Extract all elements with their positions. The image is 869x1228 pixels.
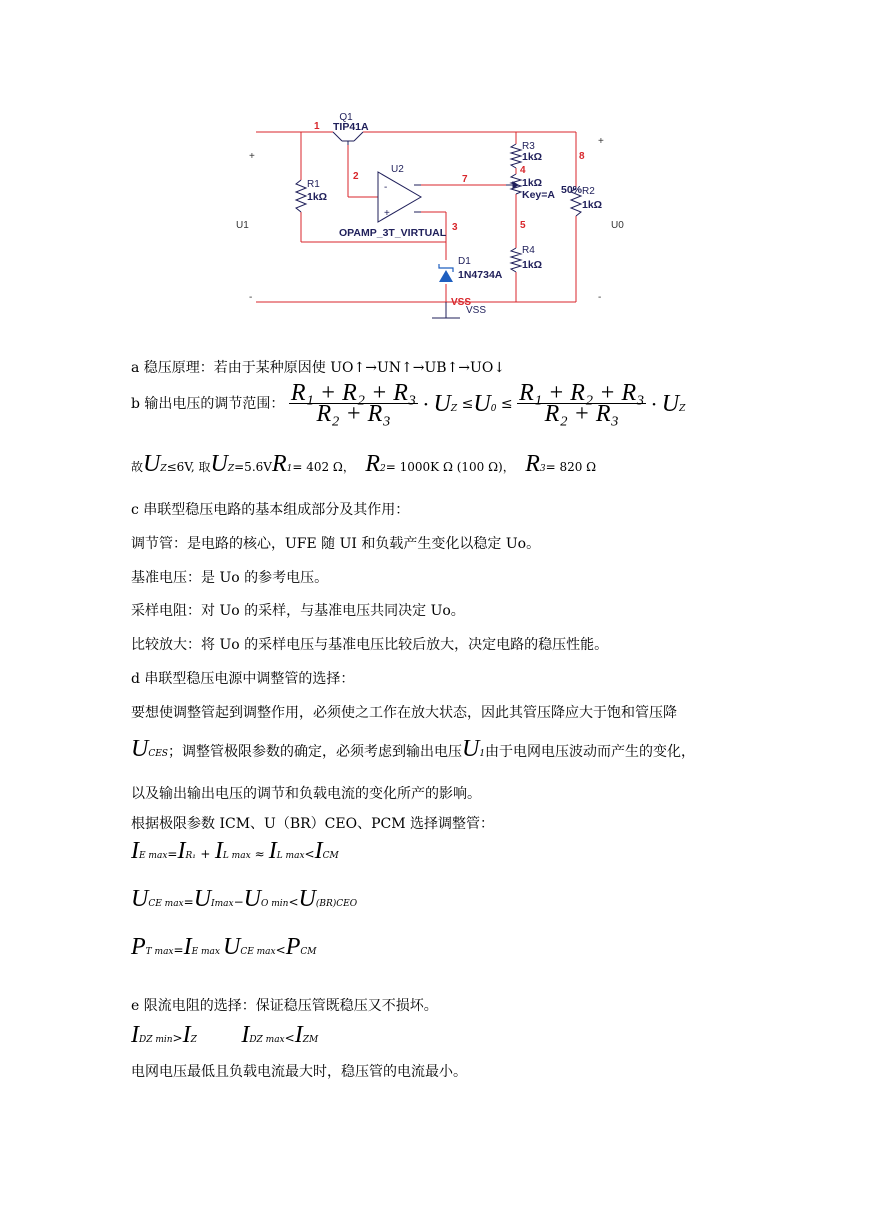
b-uo: U xyxy=(473,390,491,417)
f2-lt: < xyxy=(288,895,299,909)
gu-u1-sub: Z xyxy=(160,464,167,474)
b-uz-right: U xyxy=(661,390,680,417)
node-7: 7 xyxy=(462,174,468,185)
r1-ref: R1 xyxy=(307,179,320,190)
formula-2 xyxy=(131,886,358,913)
gu-t4: = 1000K Ω (100 Ω)， xyxy=(385,460,515,474)
formula-3 xyxy=(131,934,317,961)
d-uces: U xyxy=(131,736,149,762)
f3-lt: < xyxy=(275,943,286,957)
vss-black-label: VSS xyxy=(466,305,487,316)
c-item-3: 采样电阻：对 Uo 的采样，与基准电压共同决定 Uo。 xyxy=(131,603,465,619)
f1-eq: = xyxy=(167,847,178,861)
b-num-right: R₁ + R₂ + R₃ xyxy=(519,380,645,406)
f3-eq: = xyxy=(173,943,184,957)
gu-t2: =5.6V xyxy=(234,460,272,474)
d-uces-sub: CES xyxy=(148,749,168,759)
r3-ref: R3 xyxy=(522,141,535,152)
b-uo-sub: 0 xyxy=(490,403,497,414)
f3-sub2: E max xyxy=(191,947,220,957)
f4-sub2: Z xyxy=(190,1035,197,1045)
f1-sub: E max xyxy=(139,851,168,861)
b-den-left: R₂ + R₃ xyxy=(316,401,391,427)
f1-i: I xyxy=(131,838,139,864)
b-dot-right: · xyxy=(650,391,658,416)
f3-sub4: CM xyxy=(300,947,317,957)
para-b xyxy=(131,380,686,427)
circuit-diagram xyxy=(236,112,636,324)
r4-ref: R4 xyxy=(522,245,535,256)
f1-sub4: L max xyxy=(276,851,305,861)
node-1: 1 xyxy=(314,121,320,132)
gu-r2-sub: 2 xyxy=(380,464,386,474)
f4-sub4: ZM xyxy=(302,1035,319,1045)
f1-approx: ≈ xyxy=(254,847,265,861)
gu-prefix: 故 xyxy=(131,460,144,474)
d-line-3: 以及输出输出电压的调节和负载电流的变化所产的影响。 xyxy=(131,786,481,802)
node-8: 8 xyxy=(579,151,585,162)
f2-u: U xyxy=(131,886,149,912)
output-plus: + xyxy=(598,136,604,147)
b-num-left: R₁ + R₂ + R₃ xyxy=(290,380,417,406)
f4-i4: I xyxy=(294,1022,303,1048)
f2-eq: = xyxy=(183,895,194,909)
f1-plus: + xyxy=(200,847,211,861)
opamp-ref: U2 xyxy=(391,164,404,175)
d-u1-sub: 1 xyxy=(479,749,486,759)
node-4: 4 xyxy=(520,165,526,176)
gu-r3: R xyxy=(525,451,540,477)
gu-u2: U xyxy=(210,451,228,477)
f3-p: P xyxy=(131,934,146,960)
d-line-2-text-2: 由于电网电压波动而产生的变化， xyxy=(485,744,696,760)
f3-p2: P xyxy=(285,934,301,960)
d-line-2 xyxy=(131,736,696,763)
f3-sub: T max xyxy=(145,947,174,957)
b-fraction-left xyxy=(289,380,418,427)
b-den-right: R₂ + R₃ xyxy=(544,401,619,427)
gu-u1: U xyxy=(143,451,161,477)
f1-i4: I xyxy=(268,838,277,864)
gu-r3-sub: 3 xyxy=(539,464,546,474)
b-uz-right-sub: Z xyxy=(679,403,686,414)
opamp-model: OPAMP_3T_VIRTUAL xyxy=(339,227,447,239)
f2-sub: CE max xyxy=(148,899,184,909)
transistor-name: TIP41A xyxy=(333,121,369,133)
node-5: 5 xyxy=(520,220,526,231)
f1-i3: I xyxy=(214,838,223,864)
f4-sub: DZ min xyxy=(139,1035,173,1045)
opamp-minus: - xyxy=(384,182,388,193)
f2-sub4: (BR)CEO xyxy=(315,899,358,909)
f1-i2: I xyxy=(177,838,186,864)
f2-sub2: Imax xyxy=(211,899,234,909)
f2-minus: − xyxy=(233,895,244,909)
formula-4 xyxy=(131,1022,319,1049)
r1-val: 1kΩ xyxy=(307,191,328,203)
gu-u2-sub: Z xyxy=(227,464,235,474)
transistor-ref: Q1 xyxy=(339,112,353,123)
output-minus: - xyxy=(598,292,602,303)
output-label: U0 xyxy=(611,220,624,231)
f1-lt: < xyxy=(304,847,315,861)
f4-i3: I xyxy=(241,1022,250,1048)
f1-sub5: CM xyxy=(322,851,339,861)
diode-model: 1N4734A xyxy=(458,269,503,281)
pot-key: Key=A xyxy=(522,189,555,201)
vss-red-label: VSS xyxy=(451,297,472,308)
gu-t1: ≤6V, 取 xyxy=(166,460,211,474)
para-a: a 稳压原理：若由于某种原因使 UO↑→UN↑→UB↑→UO↓ xyxy=(131,360,506,376)
f4-sub3: DZ max xyxy=(249,1035,285,1045)
node-2: 2 xyxy=(353,171,359,182)
f2-u2: U xyxy=(193,886,212,912)
gu-r2: R xyxy=(365,451,381,477)
diode-ref: D1 xyxy=(458,256,471,267)
f3-sub3: CE max xyxy=(240,947,276,957)
f1-i5: I xyxy=(314,838,323,864)
opamp-plus: + xyxy=(384,208,390,219)
f4-gt: > xyxy=(172,1031,183,1045)
para-gu xyxy=(131,451,597,478)
last-line: 电网电压最低且负载电流最大时，稳压管的电流最小。 xyxy=(131,1064,467,1080)
f2-sub3: O min xyxy=(260,899,289,909)
r2-val: 1kΩ xyxy=(582,199,603,211)
gu-t3: = 402 Ω， xyxy=(292,460,355,474)
f2-u4: U xyxy=(298,886,316,912)
r4-val: 1kΩ xyxy=(522,259,543,271)
d-line-1: 要想使调整管起到调整作用，必须使之工作在放大状态，因此其管压降应大于饱和管压降 xyxy=(131,705,677,721)
f3-i: I xyxy=(183,934,192,960)
b-le-right: ≤ xyxy=(500,395,513,412)
input-plus: + xyxy=(249,151,255,162)
b-le-left: ≤ xyxy=(461,395,474,412)
f4-i: I xyxy=(131,1022,139,1048)
e-title: e 限流电阻的选择：保证稳压管既稳压又不损坏。 xyxy=(131,998,438,1014)
formula-1 xyxy=(131,838,339,865)
d-title: d 串联型稳压电源中调整管的选择： xyxy=(131,671,355,687)
b-prefix: b 输出电压的调节范围： xyxy=(131,395,285,412)
f2-u3: U xyxy=(243,886,261,912)
b-uz-left-sub: Z xyxy=(450,403,458,414)
gu-t5: = 820 Ω xyxy=(545,460,597,474)
d-line-2-text-1: ；调整管极限参数的确定，必须考虑到输出电压 xyxy=(167,744,462,760)
node-3: 3 xyxy=(452,222,458,233)
gu-r1: R xyxy=(271,451,287,477)
b-dot-left: · xyxy=(422,391,430,416)
pot-val: 1kΩ xyxy=(522,177,543,189)
r2-ref: R2 xyxy=(582,186,595,197)
f1-sub2: R₁ xyxy=(185,851,196,861)
d-line-4: 根据极限参数 ICM、U（BR）CEO、PCM 选择调整管： xyxy=(131,816,494,832)
pot-percent: 50% xyxy=(561,184,583,196)
c-item-1: 调节管：是电路的核心，UFE 随 UI 和负载产生变化以稳定 Uo。 xyxy=(131,536,541,552)
f1-sub3: L max xyxy=(222,851,251,861)
c-item-4: 比较放大：将 Uo 的采样电压与基准电压比较后放大，决定电路的稳压性能。 xyxy=(131,637,609,653)
r3-val: 1kΩ xyxy=(522,151,543,163)
gu-r1-sub: 1 xyxy=(286,464,293,474)
c-item-2: 基准电压：是 Uo 的参考电压。 xyxy=(131,570,329,586)
d-u1: U xyxy=(461,736,480,762)
diode-symbol xyxy=(439,264,453,282)
b-fraction-right xyxy=(517,380,646,427)
b-uz-left: U xyxy=(433,390,451,417)
input-minus: - xyxy=(249,292,253,303)
f3-u: U xyxy=(222,934,241,960)
input-label: U1 xyxy=(236,220,249,231)
c-title: c 串联型稳压电路的基本组成部分及其作用： xyxy=(131,502,410,518)
f4-lt: < xyxy=(284,1031,295,1045)
f4-i2: I xyxy=(182,1022,191,1048)
